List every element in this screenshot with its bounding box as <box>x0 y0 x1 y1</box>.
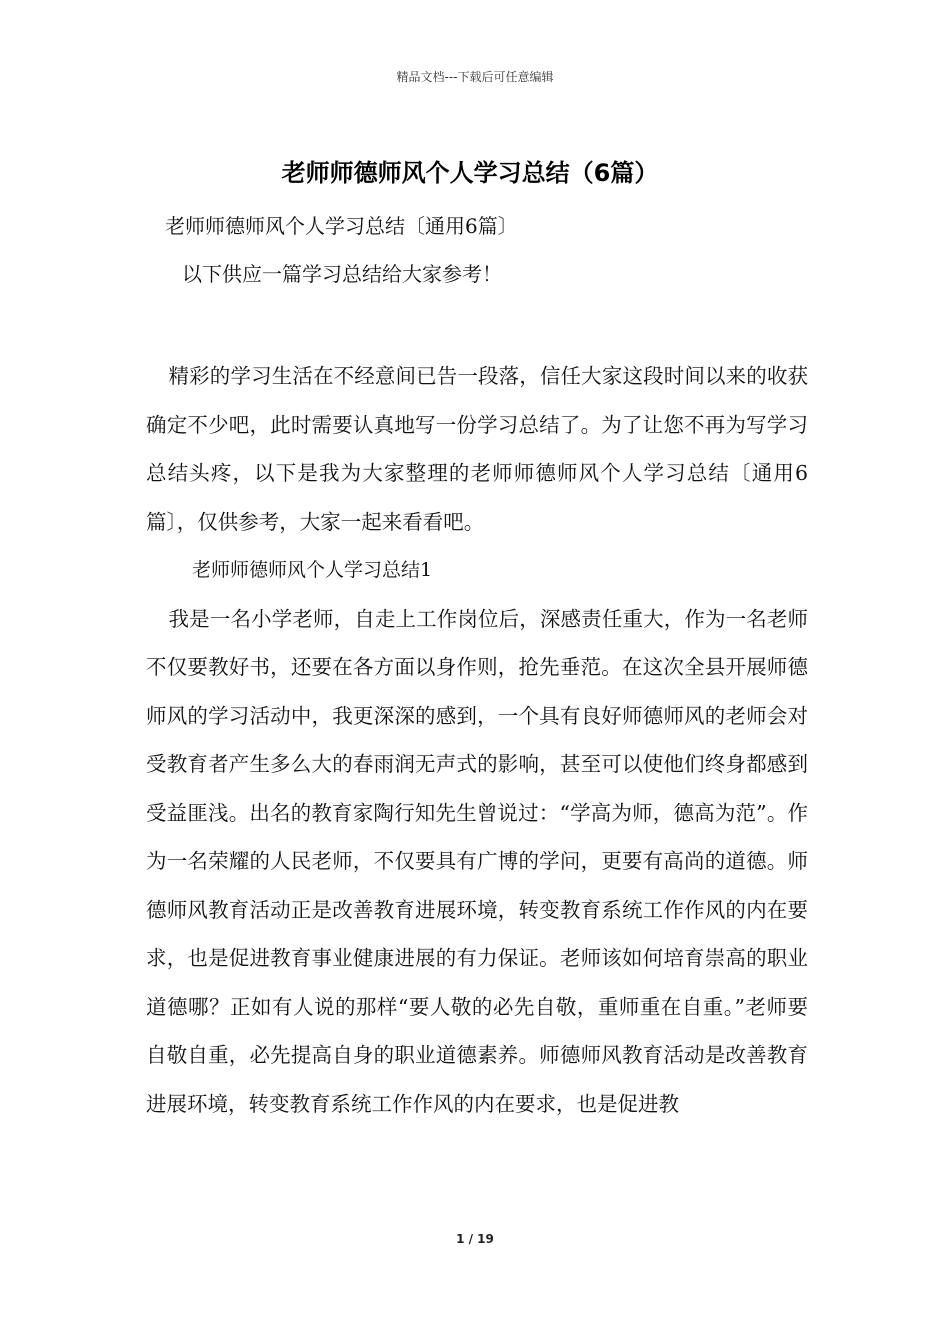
document-subtitle: 老师师德师风个人学习总结〔通用6篇〕 <box>165 214 518 238</box>
paragraph-section-1: 我是一名小学老师，自走上工作岗位后，深感责任重大，作为一名老师不仅要教好书，还要在各方面以身作则，抢先垂范。在这次全县开展师德师风的学习活动中，我更深深的感到，一个具有良好师德师风的老师会对受教育者产生多么大的春雨润无声式的影响，甚至可以使他们终身都感到受益匪浅。出名的教育家陶行知先生曾说过：“学高为师，德高为范”。作为一名荣耀的人民老师，不仅要具有广博的学问，更要有高尚的道德。师德师风教育活动正是改善教育进展环境，转变教育系统工作作风的内在要求，也是促进教育事业健康进展的有力保证。老师该如何培育崇高的职业道德哪？正如有人说的那样“要人敬的必先自敬，重师重在自重。”老师要自敬自重，必先提高自身的职业道德素养。师德师风教育活动是改善教育进展环境，转变教育系统工作作风的内在要求，也是促进教 <box>146 606 808 1116</box>
header-note: 精品文档---下载后可任意编辑 <box>396 70 554 84</box>
document-title: 老师师德师风个人学习总结（6篇） <box>281 159 659 187</box>
page-number: 1 / 19 <box>456 1232 494 1246</box>
intro-line: 以下供应一篇学习总结给大家参考！ <box>182 262 502 286</box>
paragraph-intro: 精彩的学习生活在不经意间已告一段落，信任大家这段时间以来的收获确定不少吧，此时需要认真地写一份学习总结了。为了让您不再为写学习总结头疼，以下是我为大家整理的老师师德师风个人学习总结〔通用6篇〕，仅供参考，大家一起来看看吧。 <box>146 364 808 534</box>
section-heading: 老师师德师风个人学习总结1 <box>192 559 433 581</box>
document-body <box>146 352 808 1128</box>
